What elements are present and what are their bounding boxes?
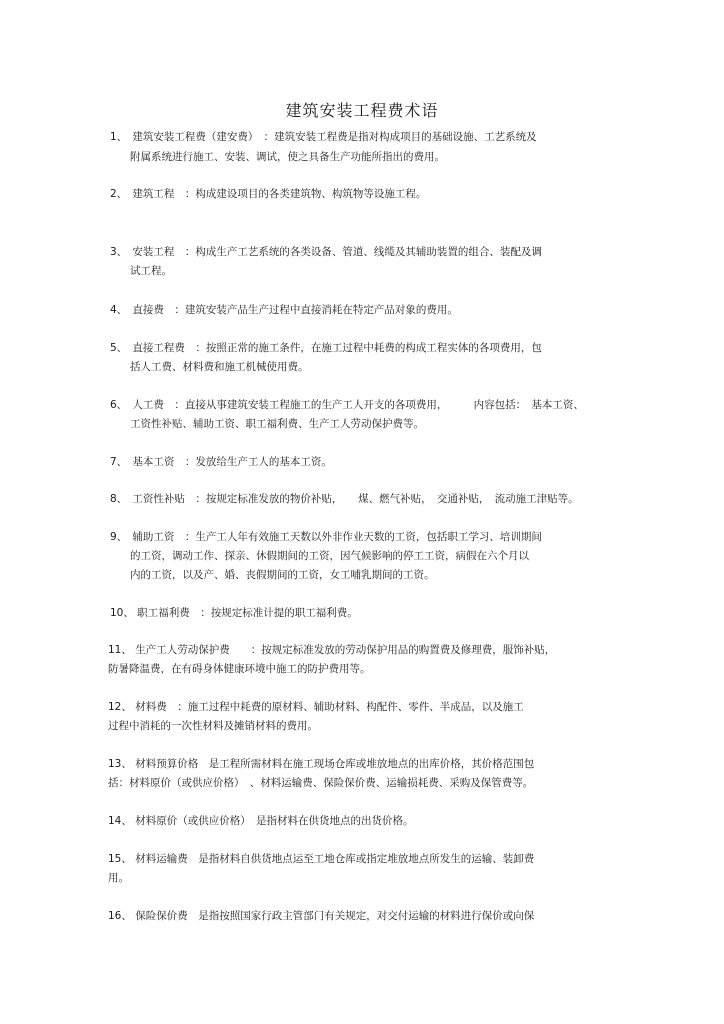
document-line: 防暑降温费，在有碍身体健康环境中施工的防护费用等。 xyxy=(108,663,371,675)
document-line: 试工程。 xyxy=(130,265,172,277)
page-title: 建筑安装工程费术语 xyxy=(285,101,439,120)
document-line: 14、 材料原价（或供应价格） 是指材料在供货地点的出货价格。 xyxy=(108,815,414,827)
document-line: 11、 生产工人劳动保护费 ：按规定标准发放的劳动保护用品的购置费及修理费，服饰补贴， xyxy=(108,644,556,656)
document-line: 12、 材料费 ：施工过程中耗费的原材料、辅助材料、构配件、零件、半成品，以及施工 xyxy=(108,701,524,713)
document-line: 15、 材料运输费 是指材料自供货地点运至工地仓库或指定堆放地点所发生的运输、装卸费 xyxy=(108,853,535,865)
document-line: 10、 职工福利费 ：按规定标准计提的职工福利费。 xyxy=(110,607,358,619)
document-line: 9、 辅助工资 ：生产工人年有效施工天数以外非作业天数的工资，包括职工学习、培训期间 xyxy=(110,531,542,543)
document-line: 2、 建筑工程 ：构成建设项目的各类建筑物、构筑物等设施工程。 xyxy=(110,188,427,200)
document-line: 6、 人工费 ：直接从事建筑安装工程施工的生产工人开支的各项费用， 内容包括： 基本工资、 xyxy=(110,399,584,411)
document-line: 8、 工资性补贴 ：按规定标准发放的物价补贴， 煤、燃气补贴， 交通补贴， 流动施工津贴等。 xyxy=(110,493,579,505)
document-line: 内的工资，以及产、婚、丧假期间的工资，女工哺乳期间的工资。 xyxy=(130,569,435,581)
document-line: 16、 保险保价费 是指按照国家行政主管部门有关规定，对交付运输的材料进行保价或向保 xyxy=(108,910,535,922)
document-line: 13、 材料预算价格 是工程所需材料在施工现场仓库或堆放地点的出库价格，其价格范围包 xyxy=(108,758,535,770)
document-line: 3、 安装工程 ：构成生产工艺系统的各类设备、管道、线缆及其辅助装置的组合、装配及调 xyxy=(110,246,542,258)
document-line: 附属系统进行施工、安装、调试，使之具备生产功能所指出的费用。 xyxy=(130,151,445,163)
document-line: 过程中消耗的一次性材料及摊销材料的费用。 xyxy=(108,720,318,732)
document-line: 工资性补贴、辅助工资、职工福利费、生产工人劳动保护费等。 xyxy=(130,418,424,430)
document-line: 括：材料原价（或供应价格） 、材料运输费、保险保价费、运输损耗费、采购及保管费等。 xyxy=(108,777,534,789)
document-line: 4、 直接费 ：建筑安装产品生产过程中直接消耗在特定产品对象的费用。 xyxy=(110,304,458,316)
document-line: 用。 xyxy=(108,872,129,884)
document-line: 1、 建筑安装工程费（建安费） ：建筑安装工程费是指对构成项目的基础设施、工艺系统及 xyxy=(110,131,537,143)
document-line: 的工资，调动工作、探亲、休假期间的工资，因气候影响的停工工资，病假在六个月以 xyxy=(130,550,529,562)
document-line: 7、 基本工资 ：发放给生产工人的基本工资。 xyxy=(110,456,332,468)
document-line: 括人工费、材料费和施工机械使用费。 xyxy=(130,361,309,373)
document-line: 5、 直接工程费 ：按照正常的施工条件，在施工过程中耗费的构成工程实体的各项费用，包 xyxy=(110,342,542,354)
